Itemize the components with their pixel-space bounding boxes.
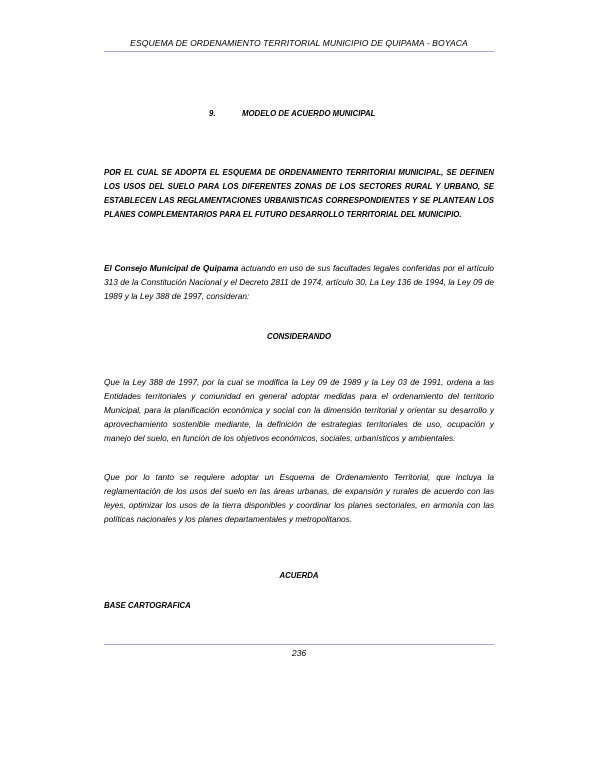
considerando-heading: CONSIDERANDO	[266, 332, 332, 341]
page-number: 236	[291, 648, 307, 658]
base-cartografica-heading: BASE CARTOGRAFICA	[104, 601, 191, 610]
header-rule	[104, 51, 494, 52]
paragraph-council-text: actuando en uso de sus facultades legales conferidas por el artículo 313 de la Constitución Nacional y el Decreto 2811 de 1974, artículo 30, La Ley 136 de 1994, la Ley 09 de 1989 y la Ley 388 de 1997, consideran:	[104, 263, 495, 301]
acuerda-heading: ACUERDA	[279, 571, 319, 580]
paragraph-esquema: Que por lo tanto se requiere adoptar un Esquema de Ordenamiento Territorial, que incluya la reglamentación de los usos del suelo en las áreas urbanas, de expansión y rurales de acuerdo con las leyes, optimizar los usos de la tierra disponibles y coordinar los planes sectoriales, en armonía con las políticas nacionales y los planes departamentales y metropolitanos.	[104, 472, 494, 524]
section-title: MODELO DE ACUERDO MUNICIPAL	[242, 109, 376, 118]
paragraph-ley-388: Que la Ley 388 de 1997, por la cual se modifica la Ley 09 de 1989 y la Ley 03 de 1991, ordena a las Entidades territoriales y comunidad en general adoptar medidas para el ordenamiento del territorio Municipal, para la planificación económica y social con la dimensión territorial y orientar su desarrollo y aprovechamiento sostenible mediante, la definición de estrategias territoriales de uso, ocupación y manejo del suelo, en función de los objetivos económicos, sociales, urbanísticos y ambientales.	[104, 377, 494, 443]
footer-rule	[104, 644, 494, 645]
paragraph-council-lead: El Consejo Municipal de Quipama	[104, 263, 239, 273]
running-header: ESQUEMA DE ORDENAMIENTO TERRITORIAL MUNICIPIO DE QUIPAMA - BOYACA	[130, 38, 468, 48]
paragraph-council	[104, 261, 494, 303]
intro-paragraph: POR EL CUAL SE ADOPTA EL ESQUEMA DE ORDENAMIENTO TERRITORIAl MUNICIPAL, SE DEFINEN LOS USOS DEL SUELO PARA LOS DIFERENTES ZONAS DE LOS SECTORES RURAL Y URBANO, SE ESTABLECEN LAS REGLAMENTACIONES URBANISTICAS CORRESPONDIENTES Y SE PLANTEAN LOS PLANES COMPLEMENTARIOS PARA EL FUTURO DESARROLLO TERRITORIAL DEL MUNICIPIO.	[104, 168, 494, 219]
section-number: 9.	[209, 109, 216, 118]
